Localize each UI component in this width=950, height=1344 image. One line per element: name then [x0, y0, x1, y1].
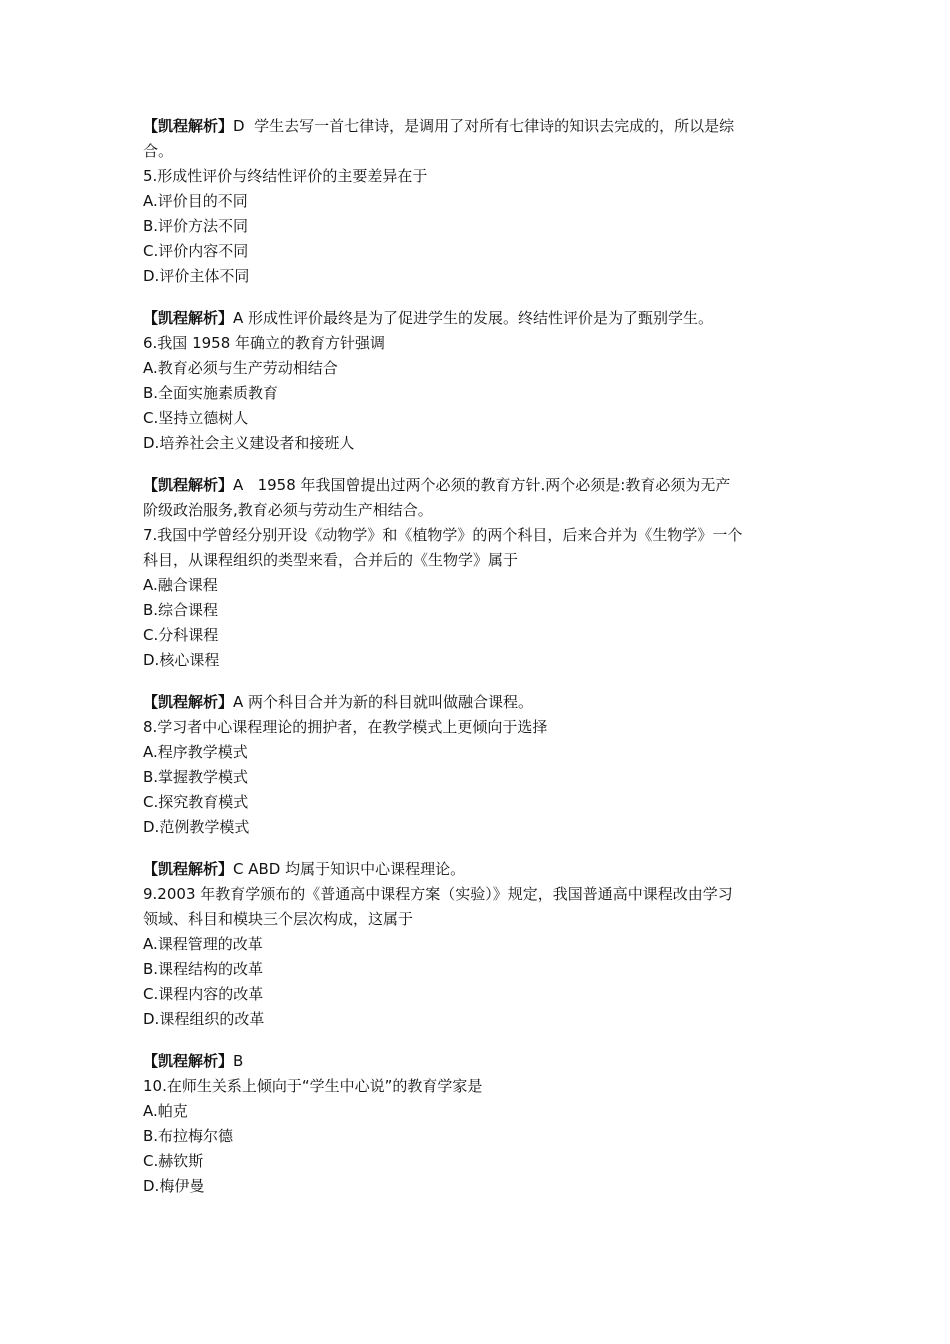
analysis-line [143, 306, 813, 331]
option-a: A.评价目的不同 [143, 192, 248, 210]
question-block [143, 857, 813, 1032]
question-block [143, 473, 813, 673]
analysis-tag: 【凯程解析】 [143, 309, 234, 327]
option-d: D.梅伊曼 [143, 1177, 205, 1195]
option-a: A.教育必须与生产劳动相结合 [143, 359, 338, 377]
analysis-continuation: 阶级政治服务,教育必须与劳动生产相结合。 [143, 501, 433, 519]
analysis-line [143, 473, 813, 498]
analysis-tag: 【凯程解析】 [143, 476, 234, 494]
question-text: 8.学习者中心课程理论的拥护者，在教学模式上更倾向于选择 [143, 718, 548, 736]
analysis-tag: 【凯程解析】 [143, 117, 234, 135]
option-c: C.赫钦斯 [143, 1152, 204, 1170]
analysis-continuation: 合。 [143, 142, 174, 160]
option-b: B.布拉梅尔德 [143, 1127, 234, 1145]
option-c: C.坚持立德树人 [143, 409, 249, 427]
analysis-line [143, 690, 813, 715]
option-c: C.分科课程 [143, 626, 219, 644]
option-d: D.评价主体不同 [143, 267, 250, 285]
analysis-text: C ABD 均属于知识中心课程理论。 [233, 860, 466, 878]
option-b: B.课程结构的改革 [143, 960, 264, 978]
option-d: D.范例教学模式 [143, 818, 250, 836]
option-a: A.帕克 [143, 1102, 188, 1120]
analysis-text: A 1958 年我国曾提出过两个必须的教育方针.两个必须是:教育必须为无产 [233, 476, 731, 494]
analysis-tag: 【凯程解析】 [143, 860, 234, 878]
analysis-text: D 学生去写一首七律诗，是调用了对所有七律诗的知识去完成的，所以是综 [233, 117, 735, 135]
question-block [143, 306, 813, 456]
question-continuation: 科目，从课程组织的类型来看，合并后的《生物学》属于 [143, 551, 519, 569]
document-page [143, 114, 813, 1199]
analysis-text: A 两个科目合并为新的科目就叫做融合课程。 [233, 693, 534, 711]
question-text: 6.我国 1958 年确立的教育方针强调 [143, 334, 386, 352]
analysis-text: A 形成性评价最终是为了促进学生的发展。终结性评价是为了甄别学生。 [233, 309, 714, 327]
option-c: C.课程内容的改革 [143, 985, 264, 1003]
analysis-tag: 【凯程解析】 [143, 1052, 234, 1070]
option-b: B.评价方法不同 [143, 217, 249, 235]
option-b: B.全面实施素质教育 [143, 384, 279, 402]
option-b: B.综合课程 [143, 601, 219, 619]
option-b: B.掌握教学模式 [143, 768, 249, 786]
analysis-tag: 【凯程解析】 [143, 693, 234, 711]
analysis-line [143, 1049, 813, 1074]
analysis-line [143, 114, 813, 139]
question-text: 7.我国中学曾经分别开设《动物学》和《植物学》的两个科目，后来合并为《生物学》一个 [143, 526, 743, 544]
question-block [143, 1049, 813, 1199]
option-c: C.评价内容不同 [143, 242, 249, 260]
option-c: C.探究教育模式 [143, 793, 249, 811]
option-a: A.融合课程 [143, 576, 218, 594]
question-text: 9.2003 年教育学颁布的《普通高中课程方案（实验）》规定，我国普通高中课程改由学习 [143, 885, 733, 903]
question-text: 5.形成性评价与终结性评价的主要差异在于 [143, 167, 428, 185]
option-a: A.程序教学模式 [143, 743, 248, 761]
option-d: D.课程组织的改革 [143, 1010, 265, 1028]
option-d: D.培养社会主义建设者和接班人 [143, 434, 355, 452]
option-a: A.课程管理的改革 [143, 935, 263, 953]
question-block [143, 114, 813, 289]
analysis-text: B [233, 1052, 244, 1070]
question-block [143, 690, 813, 840]
option-d: D.核心课程 [143, 651, 220, 669]
analysis-line [143, 857, 813, 882]
question-text: 10.在师生关系上倾向于“学生中心说”的教育学家是 [143, 1077, 483, 1095]
question-continuation: 领域、科目和模块三个层次构成，这属于 [143, 910, 414, 928]
